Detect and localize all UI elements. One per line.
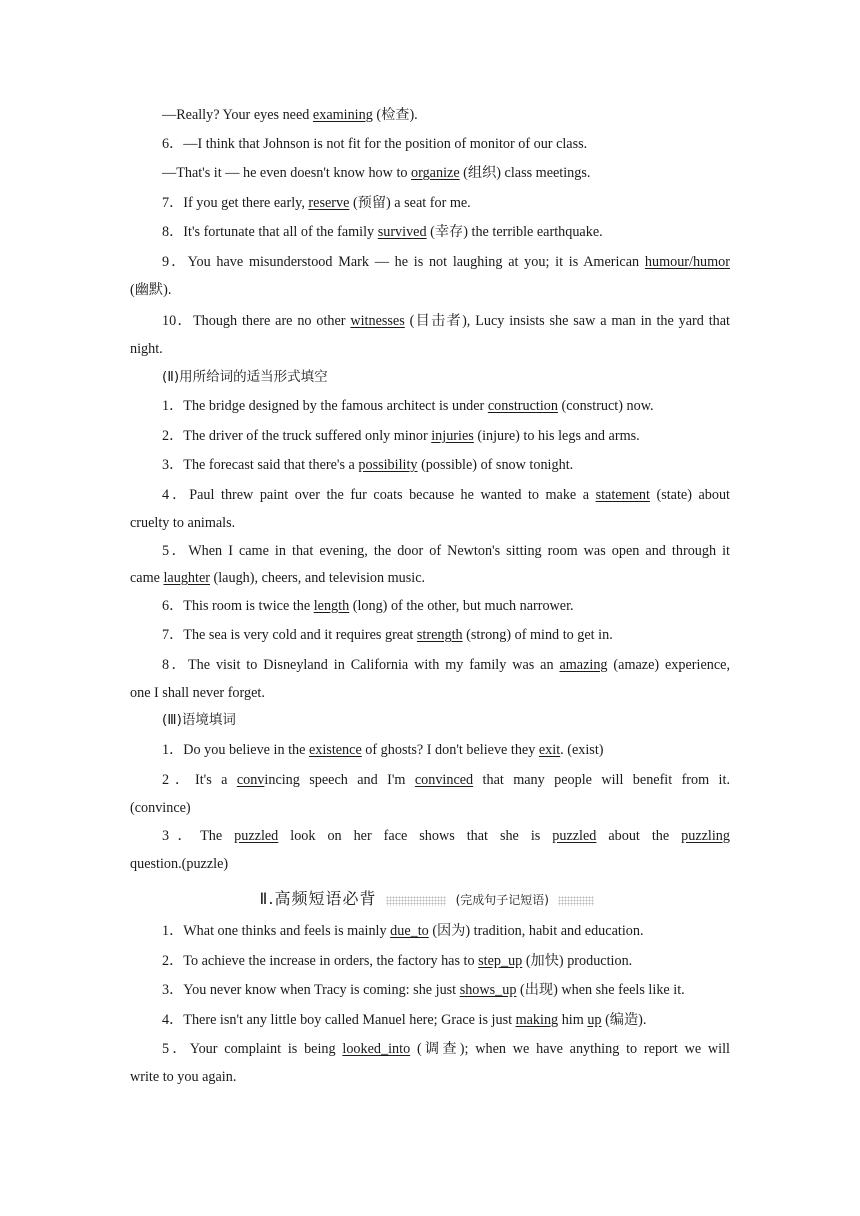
line-text: question.(puzzle) [130, 856, 229, 872]
subsection-heading [130, 710, 730, 730]
text-line [130, 951, 730, 971]
answer-blank: up [587, 1012, 602, 1028]
answer-blank: exit [538, 742, 561, 758]
answer-blank: convinced [414, 772, 474, 788]
line-text: 3．The forecast said that there's a [162, 457, 359, 473]
answer-blank: injuries [431, 428, 474, 444]
section-title: Ⅱ.高频短语必背 [259, 889, 377, 908]
line-text: (convince) [130, 800, 191, 816]
line-text: look on her face shows that she is [278, 828, 553, 844]
line-text: . (exist) [560, 742, 604, 758]
line-text: (strong) of mind to get in. [462, 627, 613, 643]
line-text: (组织) class meetings. [459, 165, 591, 181]
line-text: came [130, 570, 164, 586]
line-text: (调查); when we have anything to report we will [410, 1041, 730, 1057]
line-text: (预留) a seat for me. [349, 195, 471, 211]
answer-blank: laughter [163, 570, 210, 586]
text-line [130, 798, 730, 818]
line-text: 7．The sea is very cold and it requires great [162, 627, 417, 643]
text-line [130, 455, 730, 475]
line-text: (state) about [649, 487, 730, 503]
line-text: incing speech and I'm [264, 772, 415, 788]
text-line [130, 921, 730, 941]
text-line [130, 980, 730, 1000]
text-line [130, 252, 730, 272]
line-text: 5．Your complaint is being [162, 1041, 343, 1057]
answer-blank: puzzled [234, 828, 279, 844]
line-text: one I shall never forget. [130, 685, 265, 701]
answer-blank: looked_into [342, 1041, 411, 1057]
answer-blank: length [313, 598, 350, 614]
answer-blank: strength [416, 627, 463, 643]
line-text: 8．The visit to Disneyland in California with my family was an [162, 657, 560, 673]
line-text: (因为) tradition, habit and education. [428, 923, 644, 939]
text-line [130, 655, 730, 675]
text-line [130, 1067, 730, 1087]
answer-blank: puzzled [552, 828, 597, 844]
text-line [130, 740, 730, 760]
line-text: —Really? Your eyes need [162, 107, 313, 123]
answer-blank: due_to [390, 923, 429, 939]
answer-blank: survived [377, 224, 427, 240]
line-text: (幸存) the terrible earthquake. [426, 224, 603, 240]
line-text: 4．There isn't any little boy called Manuel here; Grace is just [162, 1012, 516, 1028]
line-text: 2．To achieve the increase in orders, the factory has to [162, 953, 479, 969]
text-line [130, 105, 730, 125]
line-text: (construct) now. [557, 398, 654, 414]
line-text: 1．The bridge designed by the famous architect is under [162, 398, 488, 414]
answer-blank: amazing [559, 657, 608, 673]
subsection-heading [130, 367, 730, 387]
line-text: 2．It's a [162, 772, 237, 788]
text-line [130, 193, 730, 213]
line-text: 1．What one thinks and feels is mainly [162, 923, 391, 939]
line-text: (Ⅲ)语境填词 [162, 712, 236, 728]
line-text: (幽默). [130, 282, 172, 298]
answer-blank: statement [595, 487, 650, 503]
line-text: (amaze) experience, [607, 657, 730, 673]
line-text: 8．It's fortunate that all of the family [162, 224, 378, 240]
answer-blank: conv [236, 772, 265, 788]
line-text: night. [130, 341, 163, 357]
answer-blank: possibility [358, 457, 418, 473]
answer-blank: examining [312, 107, 373, 123]
answer-blank: reserve [308, 195, 350, 211]
dotted-decoration [386, 896, 446, 906]
line-text: 3．You never know when Tracy is coming: she just [162, 982, 460, 998]
text-line [130, 280, 730, 300]
line-text: write to you again. [130, 1069, 237, 1085]
line-text: (加快) production. [522, 953, 633, 969]
text-line [130, 568, 730, 588]
text-line [130, 541, 730, 561]
answer-blank: existence [308, 742, 362, 758]
line-text: 10．Though there are no other [162, 313, 351, 329]
text-line [130, 339, 730, 359]
line-text: 9．You have misunderstood Mark — he is not laughing at you; it is American [162, 254, 645, 270]
dotted-decoration [558, 896, 594, 906]
line-text: (Ⅱ)用所给词的适当形式填空 [162, 369, 328, 385]
line-text: (出现) when she feels like it. [516, 982, 685, 998]
answer-blank: shows_up [459, 982, 517, 998]
text-line [130, 770, 730, 790]
answer-blank: organize [411, 165, 460, 181]
text-line [130, 222, 730, 242]
line-text: 6．This room is twice the [162, 598, 314, 614]
line-text: 1．Do you believe in the [162, 742, 309, 758]
text-line [130, 625, 730, 645]
text-line [130, 396, 730, 416]
text-line [130, 513, 730, 533]
answer-blank: witnesses [350, 313, 405, 329]
line-text: (编造). [601, 1012, 647, 1028]
line-text: (possible) of snow tonight. [417, 457, 574, 473]
line-text: 6．—I think that Johnson is not fit for the position of monitor of our class. [162, 136, 588, 152]
answer-blank: humour/humor [644, 254, 730, 270]
line-text: (injure) to his legs and arms. [473, 428, 640, 444]
line-text: (long) of the other, but much narrower. [349, 598, 574, 614]
line-text: that many people will benefit from it. [473, 772, 730, 788]
text-line [130, 311, 730, 331]
text-line [130, 485, 730, 505]
line-text: (检查). [372, 107, 418, 123]
line-text: about the [596, 828, 682, 844]
answer-blank: puzzling [681, 828, 730, 844]
answer-blank: step_up [478, 953, 523, 969]
text-line [130, 1039, 730, 1059]
line-text: (目击者), Lucy insists she saw a man in the yard that [404, 313, 730, 329]
text-line [130, 826, 730, 846]
text-line [130, 683, 730, 703]
line-text: (laugh), cheers, and television music. [209, 570, 426, 586]
answer-blank: construction [487, 398, 558, 414]
text-line [130, 854, 730, 874]
line-text: of ghosts? I don't believe they [361, 742, 539, 758]
line-text: 7．If you get there early, [162, 195, 309, 211]
text-line [130, 1010, 730, 1030]
section-subtitle: (完成句子记短语) [455, 893, 549, 907]
line-text: him [558, 1012, 588, 1028]
answer-blank: making [515, 1012, 559, 1028]
text-line [130, 596, 730, 616]
line-text: 3．The [162, 828, 235, 844]
line-text: cruelty to animals. [130, 515, 236, 531]
line-text: 2．The driver of the truck suffered only minor [162, 428, 432, 444]
line-text: 4．Paul threw paint over the fur coats because he wanted to make a [162, 487, 596, 503]
text-line [130, 426, 730, 446]
text-line [130, 163, 730, 183]
text-line [130, 134, 730, 154]
line-text: —That's it — he even doesn't know how to [162, 165, 412, 181]
section-heading [130, 886, 730, 909]
line-text: 5．When I came in that evening, the door of Newton's sitting room was open and through it [162, 543, 730, 559]
